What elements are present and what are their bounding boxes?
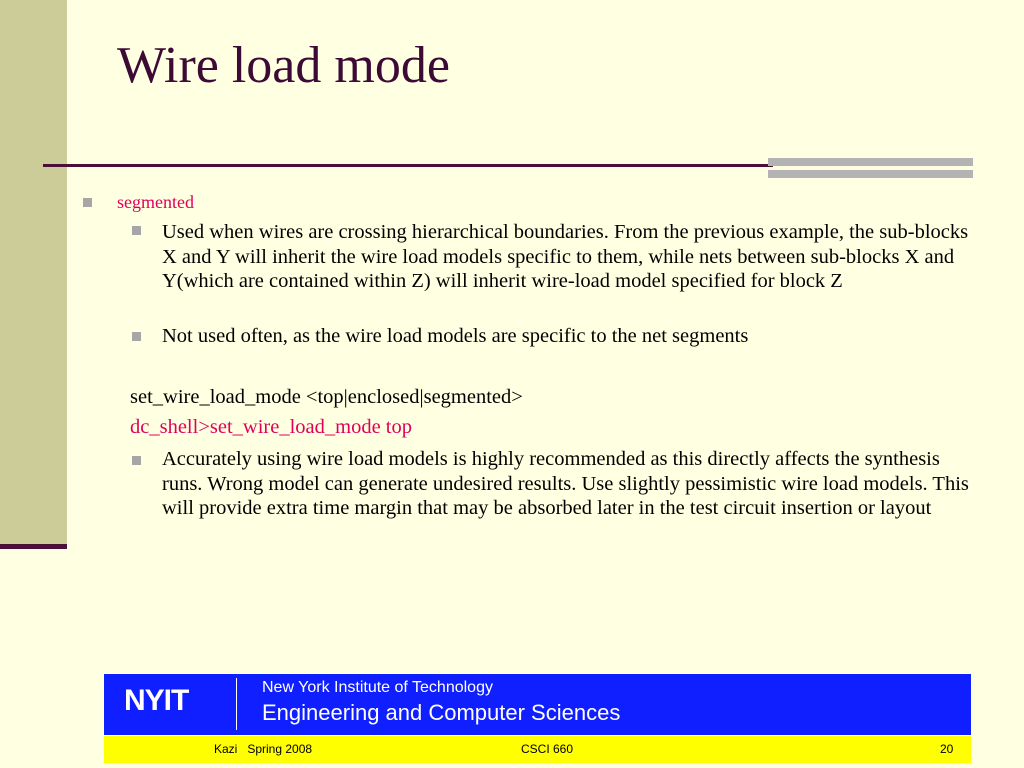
square-bullet-icon	[132, 226, 141, 235]
slide-title: Wire load mode	[117, 37, 450, 94]
logo-divider	[236, 678, 237, 730]
bullet-segmented: segmented	[117, 192, 194, 212]
title-rule	[43, 164, 773, 167]
left-accent-bar	[0, 0, 67, 548]
title-rule-gray-top	[768, 158, 973, 166]
square-bullet-icon	[83, 198, 92, 207]
square-bullet-icon	[132, 332, 141, 341]
footer-author-term: Kazi Spring 2008	[214, 742, 313, 756]
footer-page-number: 20	[940, 742, 954, 756]
command-syntax: set_wire_load_mode <top|enclosed|segmented>	[130, 386, 523, 408]
footer-course: CSCI 660	[521, 742, 574, 756]
sub-bullet-not-used: Not used often, as the wire load models are specific to the net segments	[162, 325, 749, 347]
nyit-logo-text: NYIT	[124, 684, 189, 717]
square-bullet-icon	[132, 456, 141, 465]
title-rule-gray-bottom	[768, 170, 973, 178]
sub-bullet-recommendation: Accurately using wire load models is highly recommended as this directly affects the synthesis runs. Wrong model can generate undesired results. Use slightly pessimistic wire load models. This will provide extra time margin that may be absorbed later in the test circuit insertion or layout	[162, 448, 969, 519]
department-name: Engineering and Computer Sciences	[262, 700, 621, 725]
left-accent-bar-rule	[0, 544, 67, 549]
command-example: dc_shell>set_wire_load_mode top	[130, 416, 412, 438]
institution-name: New York Institute of Technology	[262, 679, 493, 696]
sub-bullet-hierarchical: Used when wires are crossing hierarchical boundaries. From the previous example, the sub-blocks X and Y will inherit the wire load models specific to them, while nets between sub-blocks X and Y(which are contained within Z) will inherit wire-load model specified for block Z	[162, 221, 969, 292]
